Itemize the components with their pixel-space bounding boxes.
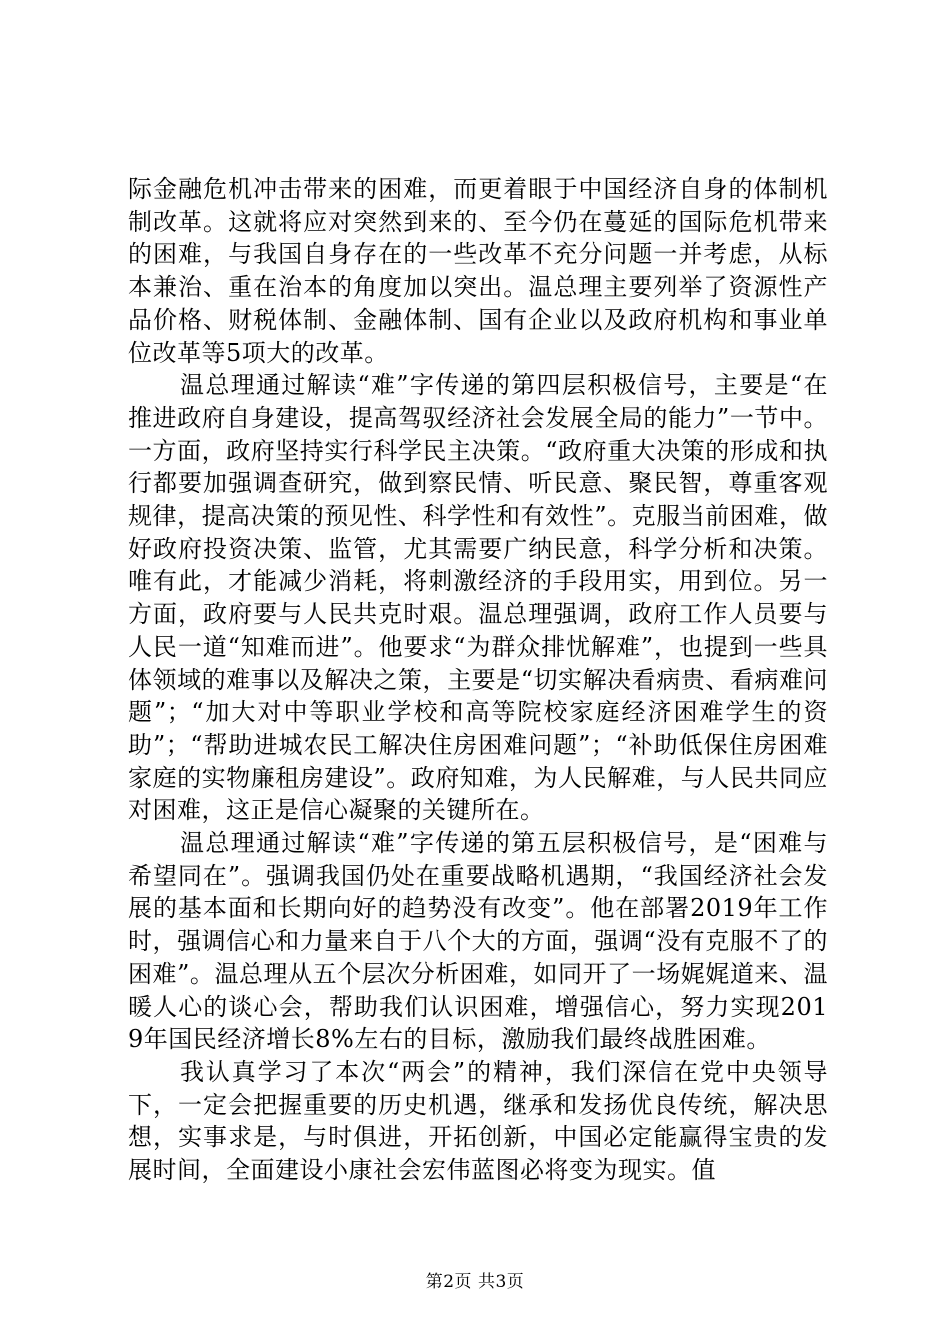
paragraph-4: 我认真学习了本次“两会”的精神，我们深信在党中央领导下，一定会把握重要的历史机遇，继承和发扬优良传统，解决思想，实事求是，与时俱进，开拓创新，中国必定能赢得宝贵的发展时间，全面建设小康社会宏伟蓝图必将变为现实。值 [128, 1057, 828, 1185]
document-body [128, 173, 828, 1187]
paragraph-3: 温总理通过解读“难”字传递的第五层积极信号，是“困难与希望同在”。强调我国仍处在重要战略机遇期，“我国经济社会发展的基本面和长期向好的趋势没有改变”。他在部署2019年工作时，强调信心和力量来自于八个大的方面，强调“没有克服不了的困难”。温总理从五个层次分析困难，如同开了一场娓娓道来、温暖人心的谈心会，帮助我们认识困难，增强信心，努力实现2019年国民经济增长8%左右的目标，激励我们最终战胜困难。 [128, 829, 828, 1054]
paragraph-2: 温总理通过解读“难”字传递的第四层积极信号，主要是“在推进政府自身建设，提高驾驭经济社会发展全局的能力”一节中。一方面，政府坚持实行科学民主决策。“政府重大决策的形成和执行都要加强调查研究，做到察民情、听民意、聚民智，尊重客观规律，提高决策的预见性、科学性和有效性”。克服当前困难，做好政府投资决策、监管，尤其需要广纳民意，科学分析和决策。唯有此，才能减少消耗，将刺激经济的手段用实，用到位。另一方面，政府要与人民共克时艰。温总理强调，政府工作人员要与人民一道“知难而进”。他要求“为群众排忧解难”，也提到一些具体领域的难事以及解决之策，主要是“切实解决看病贵、看病难问题”；“加大对中等职业学校和高等院校家庭经济困难学生的资助”；“帮助进城农民工解决住房困难问题”；“补助低保住房困难家庭的实物廉租房建设”。政府知难，为人民解难，与人民共同应对困难，这正是信心凝聚的关键所在。 [128, 371, 828, 825]
page-number-footer: 第2页 共3页 [425, 1272, 525, 1292]
paragraph-1: 际金融危机冲击带来的困难，而更着眼于中国经济自身的体制机制改革。这就将应对突然到来的、至今仍在蔓延的国际危机带来的困难，与我国自身存在的一些改革不充分问题一并考虑，从标本兼治、重在治本的角度加以突出。温总理主要列举了资源性产品价格、财税体制、金融体制、国有企业以及政府机构和事业单位改革等5项大的改革。 [128, 175, 828, 367]
